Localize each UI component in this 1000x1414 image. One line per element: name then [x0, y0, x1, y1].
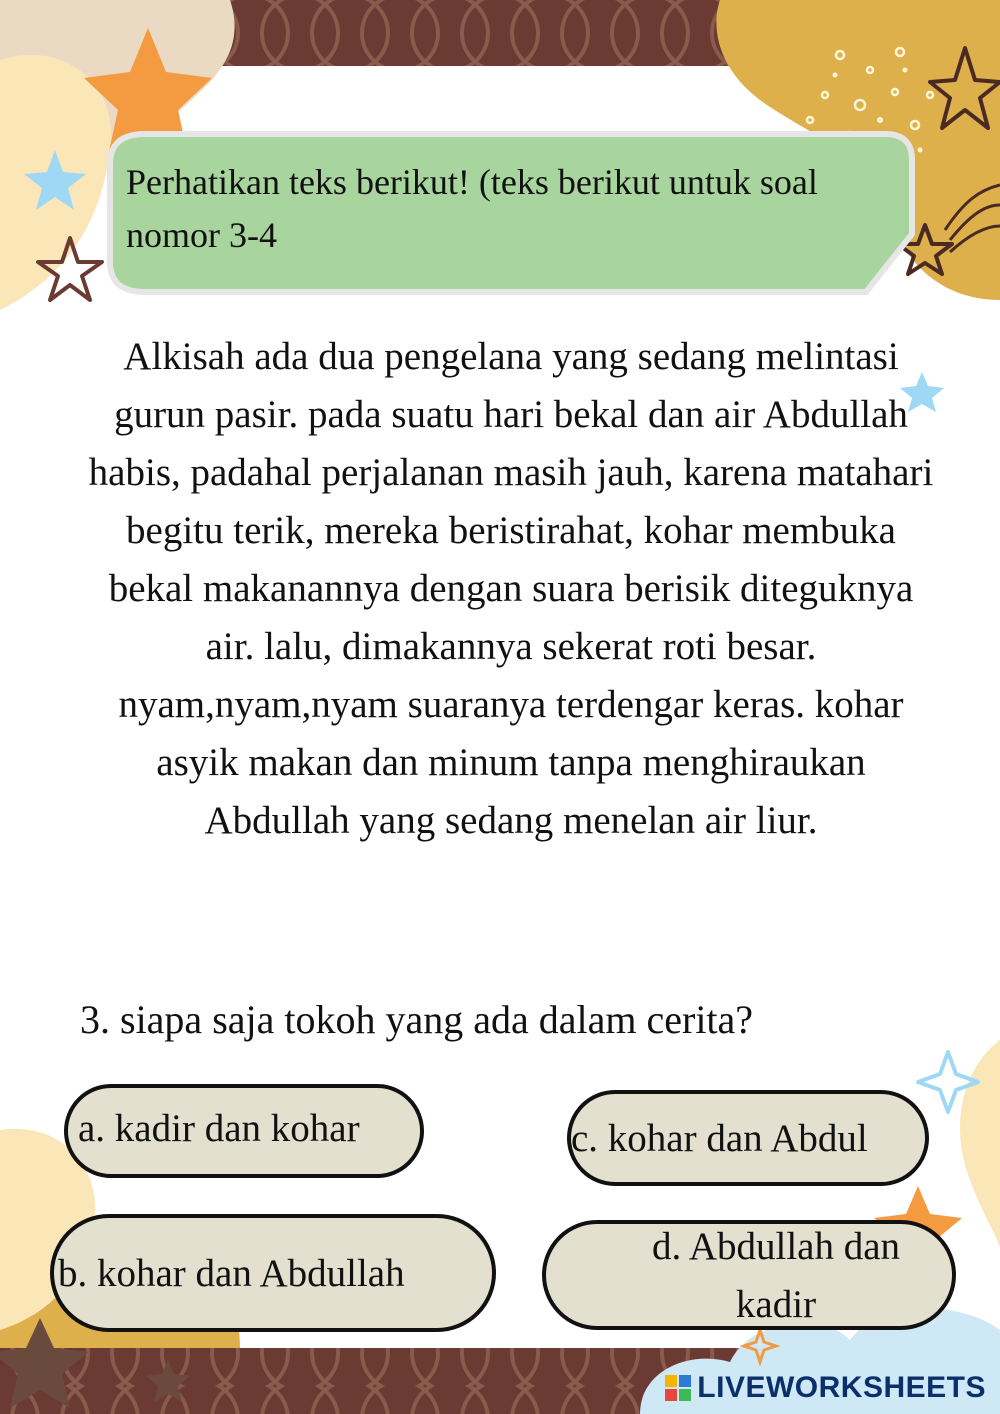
answer-option-c-label: c. kohar dan Abdul: [571, 1116, 868, 1160]
answer-option-c[interactable]: [567, 1090, 929, 1186]
instruction-text: Perhatikan teks berikut! (teks berikut untuk soal nomor 3-4: [126, 162, 818, 255]
answer-option-d[interactable]: [542, 1220, 956, 1330]
liveworksheets-logo-icon: [665, 1375, 691, 1401]
answer-option-b[interactable]: [50, 1214, 496, 1332]
answer-option-d-label: d. Abdullah dan kadir: [651, 1225, 901, 1326]
answer-option-a[interactable]: [64, 1084, 424, 1178]
brand-name: LIVEWORKSHEETS: [697, 1371, 986, 1404]
bottom-right-cream-blob: [960, 1040, 1000, 1250]
story-text: Alkisah ada dua pengelana yang sedang melintasi gurun pasir. pada suatu hari bekal dan air Abdullah habis, padahal perjalanan masih jauh, karena matahari begitu terik, mereka beristirahat, kohar membuka bekal makanannya dengan suara berisik diteguknya air. lalu, dimakannya sekerat roti besar. nyam,nyam,nyam suaranya terdengar keras. kohar asyik makan dan minum tanpa menghiraukan Abdullah yang sedang menelan air liur.: [88, 335, 934, 842]
question-text: 3. siapa saja tokoh yang ada dalam cerita?: [80, 997, 754, 1042]
answer-option-b-label: b. kohar dan Abdullah: [58, 1251, 405, 1295]
liveworksheets-brand[interactable]: [665, 1370, 986, 1406]
answer-option-a-label: a. kadir dan kohar: [78, 1107, 360, 1150]
